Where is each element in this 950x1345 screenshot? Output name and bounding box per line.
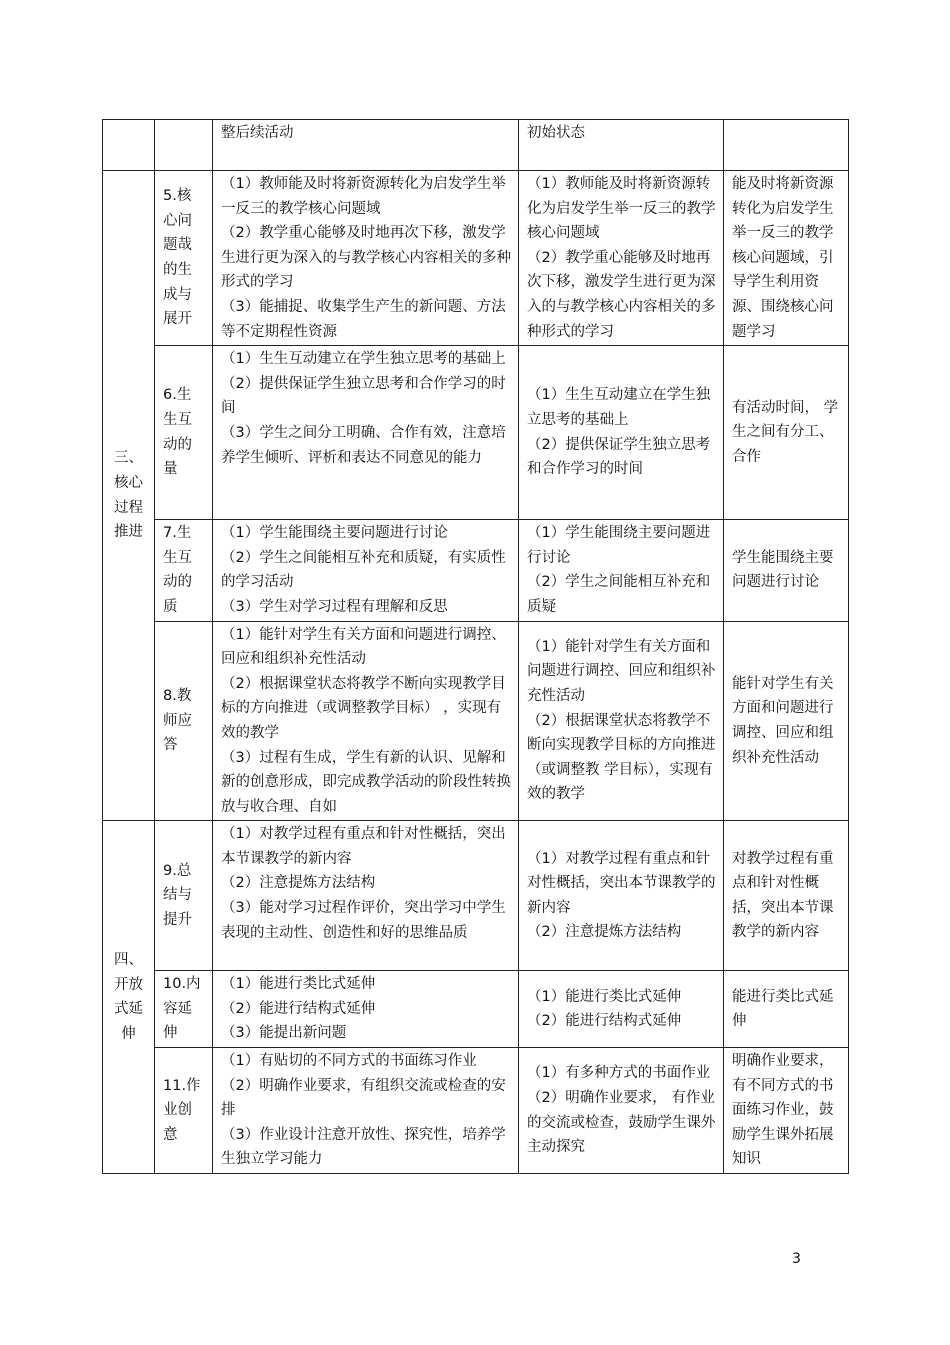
criteria-min-cell bbox=[724, 120, 849, 171]
criteria-full-cell: （1）能进行类比式延伸 （2）能进行结构式延伸 （3）能提出新问题 bbox=[213, 971, 519, 1048]
section-cell bbox=[103, 120, 155, 171]
criteria-full-cell: （1）生生互动建立在学生独立思考的基础上 （2）提供保证学生独立思考和合作学习的时间 （3）学生之间分工明确、合作有效，注意培养学生倾听、评析和表达不同意见的能力 bbox=[213, 346, 519, 520]
criteria-basic-cell: （1）生生互动建立在学生独立思考的基础上 （2）提供保证学生独立思考和合作学习的时间 bbox=[519, 346, 724, 520]
table-row bbox=[103, 171, 849, 346]
table-row bbox=[103, 346, 849, 520]
criteria-basic-cell: （1）教师能及时将新资源转化为启发学生举一反三的教学核心问题域 （2）教学重心能够及时地再次下移，激发学生进行更为深入的与教学核心内容相关的多种形式的学习 bbox=[519, 171, 724, 346]
criteria-full-cell: （1）能针对学生有关方面和问题进行调控、回应和组织补充性活动 （2）根据课堂状态将教学不断向实现教学目标的方向推进（或调整教学目标） ，实现有效的教学 （3）过程有生成，学生有新的认识、见解和新的创意形成，即完成教学活动的阶段性转换放与收合理、自如 bbox=[213, 621, 519, 821]
criteria-min-cell: 学生能围绕主要问题进行讨论 bbox=[724, 520, 849, 621]
item-cell: 9.总 结与 提升 bbox=[155, 821, 213, 971]
item-cell: 6.生 生互 动的 量 bbox=[155, 346, 213, 520]
item-cell: 5.核 心问 题哉 的生 成与 展开 bbox=[155, 171, 213, 346]
criteria-min-cell: 有活动时间， 学生之间有分工、合作 bbox=[724, 346, 849, 520]
table-row bbox=[103, 971, 849, 1048]
section-cell: 四、 开放 式延 伸 bbox=[103, 821, 155, 1174]
criteria-basic-cell: （1）学生能围绕主要问题进行讨论 （2）学生之间能相互补充和质疑 bbox=[519, 520, 724, 621]
criteria-full-cell: （1）学生能围绕主要问题进行讨论 （2）学生之间能相互补充和质疑，有实质性的学习活动 （3）学生对学习过程有理解和反思 bbox=[213, 520, 519, 621]
criteria-basic-cell: （1）有多种方式的书面作业 （2）明确作业要求， 有作业的交流或检查，鼓励学生课外主动探究 bbox=[519, 1048, 724, 1174]
item-cell: 11.作 业创 意 bbox=[155, 1048, 213, 1174]
table-row bbox=[103, 821, 849, 971]
criteria-basic-cell: （1）能针对学生有关方面和问题进行调控、回应和组织补充性活动 （2）根据课堂状态将教学不断向实现教学目标的方向推进（或调整教 学目标），实现有效的教学 bbox=[519, 621, 724, 821]
criteria-min-cell: 能针对学生有关方面和问题进行调控、回应和组织补充性活动 bbox=[724, 621, 849, 821]
item-cell bbox=[155, 120, 213, 171]
table-row bbox=[103, 120, 849, 171]
table-row bbox=[103, 1048, 849, 1174]
criteria-full-cell: （1）教师能及时将新资源转化为启发学生举一反三的教学核心问题域 （2）教学重心能够及时地再次下移，激发学生进行更为深入的与教学核心内容相关的多种形式的学习 （3）能捕捉、收集学生产生的新问题、方法等不定期程性资源 bbox=[213, 171, 519, 346]
table-row bbox=[103, 621, 849, 821]
item-cell: 8.教 师应 答 bbox=[155, 621, 213, 821]
criteria-basic-cell: 初始状态 bbox=[519, 120, 724, 171]
criteria-min-cell: 能及时将新资源转化为启发学生举一反三的教学核心问题域，引导学生利用资源、围绕核心问题学习 bbox=[724, 171, 849, 346]
table-row bbox=[103, 520, 849, 621]
criteria-full-cell: （1）对教学过程有重点和针对性概括，突出本节课教学的新内容 （2）注意提炼方法结构 （3）能对学习过程作评价，突出学习中学生表现的主动性、创造性和好的思维品质 bbox=[213, 821, 519, 971]
criteria-full-cell: （1）有贴切的不同方式的书面练习作业 （2）明确作业要求，有组织交流或检查的安排 （3）作业设计注意开放性、探究性，培养学生独立学习能力 bbox=[213, 1048, 519, 1174]
section-cell: 三、 核心 过程 推进 bbox=[103, 171, 155, 821]
item-cell: 10.内 容延 伸 bbox=[155, 971, 213, 1048]
item-cell: 7.生 生互 动的 质 bbox=[155, 520, 213, 621]
criteria-min-cell: 能进行类比式延伸 bbox=[724, 971, 849, 1048]
page-number: 3 bbox=[792, 1251, 801, 1267]
evaluation-table bbox=[102, 119, 849, 1174]
criteria-basic-cell: （1）对教学过程有重点和针对性概括，突出本节课教学的新内容 （2）注意提炼方法结构 bbox=[519, 821, 724, 971]
criteria-min-cell: 明确作业要求，有不同方式的书面练习作业，鼓励学生课外拓展知识 bbox=[724, 1048, 849, 1174]
criteria-basic-cell: （1）能进行类比式延伸 （2）能进行结构式延伸 bbox=[519, 971, 724, 1048]
criteria-full-cell: 整后续活动 bbox=[213, 120, 519, 171]
criteria-min-cell: 对教学过程有重点和针对性概括，突出本节课教学的新内容 bbox=[724, 821, 849, 971]
